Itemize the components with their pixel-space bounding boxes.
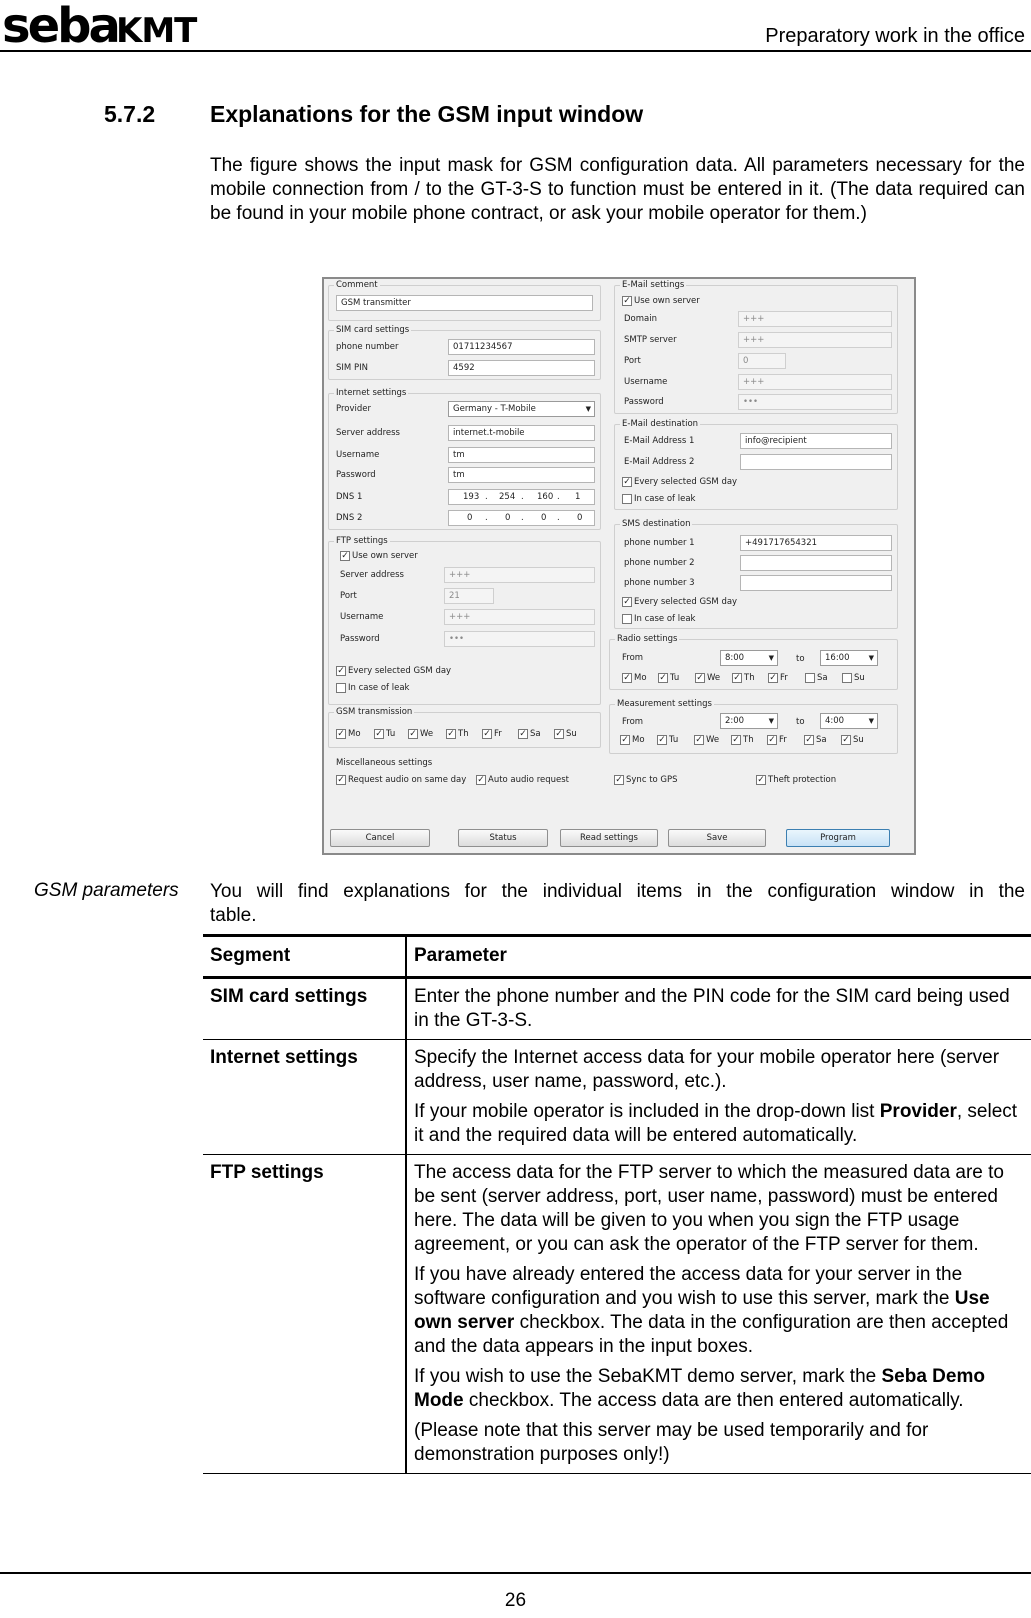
gsm-day-sa-checkbox[interactable]: ✓ Sa [519,729,541,739]
footer-rule [0,1572,1031,1574]
sync-to-gps-checkbox[interactable]: ✓ Sync to GPS [615,775,678,785]
ftp-leak-checkbox[interactable]: In case of leak [336,683,409,694]
internet-group-label: Internet settings [336,388,407,398]
radio-day-th-checkbox[interactable]: ✓ Th [733,673,755,683]
dns1-input[interactable]: 193 . 254 . 160 . 1 [448,489,595,505]
auto-audio-request-checkbox[interactable]: ✓ Auto audio request [477,775,570,785]
ftp-use-own-server-checkbox[interactable]: ✓ Use own server [341,551,418,561]
provider-label: Provider [336,404,371,414]
sim-pin-label: SIM PIN [336,363,368,373]
internet-username-label: Username [336,450,380,460]
sms-phone1-label: phone number 1 [624,538,695,548]
section-number: 5.7.2 [104,101,156,127]
dns2-label: DNS 2 [336,513,363,523]
parameter-cell: Specify the Internet access data for your mobile operator here (server address, user name, password, etc.). If your mobile operator is included in the drop-down list Provider, select it and the required data will be entered automatically. [406,1040,1031,1155]
parameter-cell: Enter the phone number and the PIN code for the SIM card being used in the GT-3-S. [406,978,1031,1040]
svg-text:KMT: KMT [116,11,197,48]
request-audio-same-day-checkbox[interactable]: ✓ Request audio on same day [337,775,467,785]
table-row [203,1155,1031,1474]
ftp-group-label: FTP settings [336,536,388,546]
gsm-day-mo-checkbox[interactable]: ✓ Mo [337,729,361,739]
email-leak-checkbox[interactable]: In case of leak [622,494,695,505]
svg-text:seba: seba [2,2,118,48]
running-header-title: Preparatory work in the office [765,25,1025,47]
email-domain-input[interactable]: +++ [738,311,892,327]
email-every-day-checkbox[interactable]: ✓ Every selected GSM day [623,477,738,487]
ftp-server-input[interactable]: +++ [444,567,595,583]
internet-password-input[interactable]: tm [448,467,595,483]
email-destination-label: E-Mail destination [622,419,699,429]
dns2-input[interactable]: 0 . 0 . 0 . 0 [448,510,595,526]
internet-username-input[interactable]: tm [448,447,595,463]
gsm-day-th-checkbox[interactable]: ✓ Th [447,729,469,739]
segment-cell: SIM card settings [203,978,406,1040]
ftp-username-label: Username [340,612,384,622]
measure-day-we-checkbox[interactable]: ✓ We [695,735,720,745]
measure-to-select[interactable]: 4:00 ▼ [820,713,878,729]
sms-phone2-label: phone number 2 [624,558,695,568]
sim-group-label: SIM card settings [336,325,410,335]
measure-from-select[interactable]: 2:00 ▼ [720,713,778,729]
email-address1-label: E-Mail Address 1 [624,436,695,446]
status-button[interactable]: Status [458,829,548,847]
email-port-label: Port [624,356,641,366]
sms-phone3-input[interactable] [740,575,892,591]
radio-from-label: From [622,653,644,663]
sms-leak-checkbox[interactable]: In case of leak [622,614,695,625]
segment-cell: Internet settings [203,1040,406,1155]
sms-destination-label: SMS destination [622,519,691,529]
radio-to-select[interactable]: 16:00 ▼ [820,650,878,666]
sim-phone-input[interactable]: 01711234567 [448,339,595,355]
sms-phone3-label: phone number 3 [624,578,695,588]
ftp-port-input[interactable]: 21 [444,588,494,604]
program-button[interactable]: Program [786,829,890,847]
radio-day-we-checkbox[interactable]: ✓ We [696,673,721,683]
ftp-password-label: Password [340,634,380,644]
header-parameter: Parameter [406,936,1031,978]
sim-phone-label: phone number [336,342,399,352]
save-button[interactable]: Save [668,829,766,847]
email-password-input[interactable]: ••• [738,394,892,410]
parameter-cell: The access data for the FTP server to which the measured data are to be sent (server address, port, user name, password) must be entered here. The data will be given to you when you sign the FTP usage agreement, or you can ask the operator of the FTP server for them. If you have already entered the access data for your server in the software configuration and you wish to use this server, mark the Use own server checkbox. The data in the configuration are then accepted and the data appears in the input boxes. If you wish to use the SebaKMT demo server, mark the Seba Demo Mode checkbox. The access data are then entered automatically. (Please note that this server may be used temporarily and for demonstration purposes only!) [406,1155,1031,1474]
sms-phone2-input[interactable] [740,555,892,571]
email-settings-label: E-Mail settings [622,280,685,290]
ftp-username-input[interactable]: +++ [444,609,595,625]
radio-day-mo-checkbox[interactable]: ✓ Mo [623,673,647,683]
params-lead-text: You will find explanations for the individual items in the configuration window in the table. [210,881,1025,926]
table-row [203,978,1031,1040]
measurement-settings-group [609,699,898,754]
gsm-transmission-label: GSM transmission [336,707,413,717]
measure-day-su-checkbox[interactable]: ✓ Su [842,735,864,745]
theft-protection-checkbox[interactable]: ✓ Theft protection [757,775,837,785]
ftp-server-label: Server address [340,570,404,580]
dns1-label: DNS 1 [336,492,363,502]
table-header-row [203,936,1031,978]
sim-pin-input[interactable]: 4592 [448,360,595,376]
table-row [203,1040,1031,1155]
gsm-day-we-checkbox[interactable]: ✓ We [409,729,434,739]
gsm-day-fr-checkbox[interactable]: ✓ Fr [483,729,502,739]
ftp-every-day-checkbox[interactable]: ✓ Every selected GSM day [337,666,452,676]
measure-day-sa-checkbox[interactable]: ✓ Sa [805,735,827,745]
email-port-input[interactable]: 0 [738,353,786,369]
page-number: 26 [504,1590,527,1611]
measure-day-fr-checkbox[interactable]: ✓ Fr [768,735,787,745]
radio-day-sa-checkbox[interactable]: Sa [805,673,828,684]
smtp-server-label: SMTP server [624,335,677,345]
measure-to-label: to [796,717,805,727]
segment-cell: FTP settings [203,1155,406,1474]
radio-day-fr-checkbox[interactable]: ✓ Fr [769,673,788,683]
comment-input[interactable]: GSM transmitter [336,295,593,311]
margin-caption: GSM parameters [34,880,179,901]
radio-day-su-checkbox[interactable]: Su [842,673,865,684]
measure-day-th-checkbox[interactable]: ✓ Th [732,735,754,745]
read-settings-button[interactable]: Read settings [560,829,658,847]
server-address-input[interactable]: internet.t-mobile [448,425,595,441]
email-username-label: Username [624,377,668,387]
sms-every-day-checkbox[interactable]: ✓ Every selected GSM day [623,597,738,607]
radio-day-tu-checkbox[interactable]: ✓ Tu [659,673,680,683]
section-title: Explanations for the GSM input window [210,101,644,127]
email-address2-label: E-Mail Address 2 [624,457,695,467]
email-username-input[interactable]: +++ [738,374,892,390]
radio-from-select[interactable]: 8:00 ▼ [720,650,778,666]
intro-paragraph: The figure shows the input mask for GSM configuration data. All parameters necessary for the mobile connection from / to the GT-3-S to function must be entered in it. (The data required can be found in your mobile phone contract, or ask your mobile operator for them.) [210,155,1025,224]
radio-settings-label: Radio settings [617,634,678,644]
email-use-own-server-checkbox[interactable]: ✓ Use own server [623,296,700,306]
provider-dropdown[interactable]: Germany - T-Mobile ▼ [448,401,595,417]
email-password-label: Password [624,397,664,407]
misc-settings-label: Miscellaneous settings [336,758,433,768]
gsm-day-su-checkbox[interactable]: ✓ Su [555,729,577,739]
gsm-day-tu-checkbox[interactable]: ✓ Tu [375,729,396,739]
cancel-button[interactable]: Cancel [330,829,430,847]
smtp-server-input[interactable]: +++ [738,332,892,348]
sebakmt-logo [2,2,230,48]
header-segment: Segment [203,936,406,978]
email-address2-input[interactable] [740,454,892,470]
sms-phone1-input[interactable]: +491717654321 [740,535,892,551]
comment-group-label: Comment [336,280,378,290]
ftp-port-label: Port [340,591,357,601]
gsm-input-window [322,277,916,855]
parameter-table [203,934,1031,1474]
header-rule [0,50,1031,52]
email-address1-input[interactable]: info@recipient [740,433,892,449]
server-address-label: Server address [336,428,400,438]
ftp-password-input[interactable]: ••• [444,631,595,647]
measurement-settings-label: Measurement settings [617,699,712,709]
internet-password-label: Password [336,470,376,480]
measure-day-mo-checkbox[interactable]: ✓ Mo [621,735,645,745]
email-domain-label: Domain [624,314,657,324]
radio-to-label: to [796,654,805,664]
measure-from-label: From [622,717,644,727]
measure-day-tu-checkbox[interactable]: ✓ Tu [658,735,679,745]
